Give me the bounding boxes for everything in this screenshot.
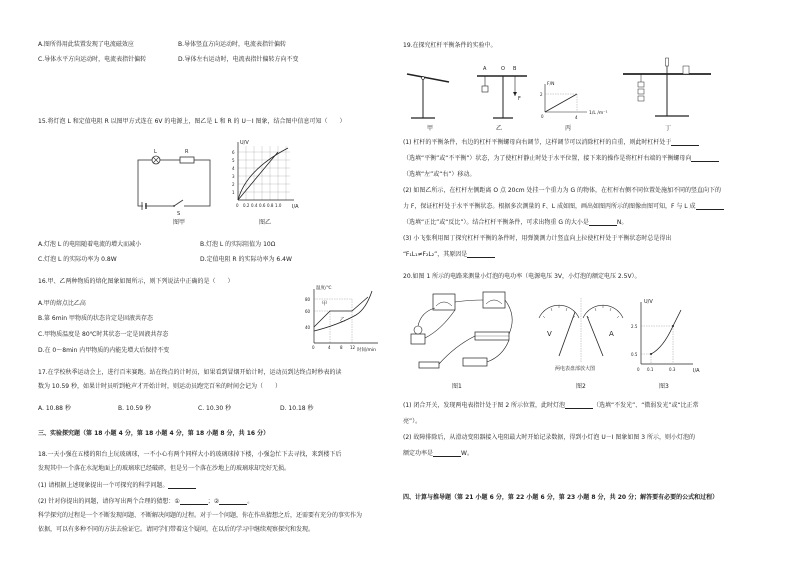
q20-fig3-caption: 图3 xyxy=(659,383,669,390)
q15-option-c: C.灯泡 L 的实际功率为 0.8W xyxy=(38,256,117,263)
answer-blank[interactable] xyxy=(565,402,593,409)
q15-stem: 15.将灯泡 L 和定值电阻 R 以图甲方式连在 6V 的电源上，图乙是 L 和 R 的 U－I 图象，结合图中信息可知（ ） xyxy=(38,118,346,125)
q15-ytick: 3 xyxy=(232,174,235,179)
q14-option-d: D.导体左右运动时，电流表指针偏转方向不变 xyxy=(178,56,299,63)
q19-origin: 0 xyxy=(541,114,544,119)
answer-blank[interactable] xyxy=(671,139,699,146)
q16-ytick: 80 xyxy=(305,297,311,302)
q20-fig1-circuit xyxy=(405,286,521,378)
q17-stem: 17.在学校秋季运动会上，进行百米赛跑。站在终点的计时员，如果看到冒烟开始计时，运动员到达终点时秒表的读 xyxy=(38,369,342,376)
section-4-heading: 四、计算与推导题（第 21 小题 6 分，第 22 小题 6 分，第 23 小题 8 分，共 20 分；解答要有必要的公式和过程） xyxy=(403,494,719,501)
q19-fig-b-caption: 乙 xyxy=(496,125,503,132)
q15-ytick: 4 xyxy=(232,166,235,171)
q15-ytick: 1 xyxy=(232,190,235,195)
q20-xtick: 0.1 xyxy=(647,367,654,372)
q18-part-2-text-b: ；② xyxy=(207,498,220,505)
q15-resistor-label: R xyxy=(185,149,189,155)
q19-part-1-text-c: （选填“左”或“右”）移动。 xyxy=(403,171,476,178)
q20-part-2-line-2 xyxy=(403,450,473,457)
answer-blank[interactable] xyxy=(696,203,724,210)
q16-xtick: 8 xyxy=(340,345,343,350)
q18-line-4: 依据，可以有多种不同的方法去验证它。请同学们带着这个疑问，在以后的学习中继续观察探究和发现。 xyxy=(38,526,315,533)
q19-fig-c-caption: 丙 xyxy=(565,125,572,132)
q17-option-a: A. 10.88 秒 xyxy=(38,405,71,412)
q19-part-1 xyxy=(403,139,699,146)
q15-fig-b-caption: 图乙 xyxy=(259,219,272,226)
q15-xtick: 0.6 xyxy=(259,203,266,208)
q16-ytick: 60 xyxy=(305,309,311,314)
q16-graph-xlabel: 时间/min xyxy=(357,348,377,353)
q19-part-3-text-a: (3) 小飞张利用图丁探究杠杆平衡的条件时，用弹簧测力计竖直向上拉使杠杆处于平衡状态时总是得出 xyxy=(403,235,672,242)
q19-graph-xlabel: 1/L /m⁻¹ xyxy=(589,111,608,116)
q18-line-2: 发现其中一个落在水泥地面上的玻璃球已经破碎，但是另一个落在沙地上的玻璃球却完好无损。 xyxy=(38,465,291,472)
q19-xtick: 4 xyxy=(575,115,578,120)
q16-option-a: A.甲的熔点比乙高 xyxy=(38,300,86,307)
q18-part-2-text-c: 。 xyxy=(247,498,254,505)
answer-blank[interactable] xyxy=(589,219,617,226)
q18-part-1-text: (1) 请根据上述现象提出一个可探究的科学问题。 xyxy=(38,482,169,489)
q18-line-1: 18.一天小强在五楼的阳台上玩玻璃球，一不小心有两个同样大小的玻璃球掉下楼，小强急忙下去寻找，来到楼下后 xyxy=(38,451,342,458)
q15-fig-a-caption: 图甲 xyxy=(173,219,186,226)
q19-point-a: A xyxy=(483,66,487,72)
q20-part-1-text-c: 亮”）。 xyxy=(403,418,422,425)
right-column xyxy=(397,0,783,562)
q15-ytick: 2 xyxy=(232,182,235,187)
q20-xtick: 0.3 xyxy=(669,367,676,372)
q20-graph-ylabel: U/V xyxy=(644,299,653,305)
q15-xtick: 0.4 xyxy=(251,203,258,208)
q18-part-2 xyxy=(38,498,253,505)
q15-option-a: A.灯泡 L 的电阻随着电流的增大而减小 xyxy=(38,241,142,248)
q20-xtick: 0 xyxy=(637,367,640,372)
q16-option-c: C.甲物质温度是 80℃时其状态一定是固液共存态 xyxy=(38,331,169,338)
q19-part-1-text-a: (1) 杠杆的平衡条件，右边的杠杆平衡螺母向右调节，这样调节可以消除杠杆的自重，则此时杠杆处于 xyxy=(403,139,672,146)
left-column xyxy=(0,0,386,562)
q18-line-3: 科学探究的过程是一个不断发现问题、不断解决问题的过程。对于一个问题，你在作出猜想之后，还需要有充分的事实作为 xyxy=(38,512,363,519)
q16-melting-graph xyxy=(302,285,388,355)
q19-stem: 19.在探究杠杆平衡条件的实验中。 xyxy=(403,42,497,49)
q19-fig-a-caption: 甲 xyxy=(427,125,434,132)
q20-fig1-caption: 图1 xyxy=(452,383,462,390)
q18-part-2-text-a: (2) 针对你提出的问题，请你写出两个合理的猜想：① xyxy=(38,498,180,505)
q19-part-2-line-2 xyxy=(403,203,724,210)
q19-graph-ylabel: F/N xyxy=(547,82,555,87)
q20-ytick: 0.5 xyxy=(631,352,638,357)
q15-ytick: 5 xyxy=(232,158,235,163)
q16-ytick: 40 xyxy=(305,325,311,330)
q15-graph-ylabel: U/V xyxy=(240,140,249,146)
q19-part-1-text-b: （选填“平衡”或“不平衡”）状态，为了使杠杆静止时处于水平位置，接下来的操作是将杠杆右端的平衡螺母向 xyxy=(403,155,692,162)
q19-ytick: 2 xyxy=(540,92,543,97)
q19-point-b: B xyxy=(513,66,517,72)
q20-part-1-text-b: （选填“不发光”、“微弱发光”或“比正常 xyxy=(593,402,699,409)
q19-part-2-text-c: （选填“正比”或“反比”）。结合杠杆平衡条件，可求出物重 G 的大小是 xyxy=(403,219,589,226)
q20-part-2-text-c: W。 xyxy=(461,450,473,457)
q17-stem-continued: 数为 10.59 秒，如果计时员听到枪声才开始计时，则运动员跑完百米的时间会记为（ ） xyxy=(38,383,281,390)
q16-stem: 16.甲、乙两种物质的熔化图象如图所示，则下列说法中正确的是（ ） xyxy=(38,278,234,285)
q15-ui-graph xyxy=(228,140,308,218)
q14-option-c: C.导体水平方向运动时，电流表指针偏转 xyxy=(38,56,147,63)
q19-fig-d-caption: 丁 xyxy=(665,125,672,132)
q15-xtick: 0.8 xyxy=(267,203,274,208)
q20-ytick: 2.5 xyxy=(631,324,638,329)
q16-xtick: 4 xyxy=(328,345,331,350)
q19-part-1-line-2 xyxy=(403,155,719,162)
q20-part-1-text-a: (1) 闭合开关，发现两电表指针处于图 2 所示位置，此时灯泡 xyxy=(403,402,566,409)
q16-xtick: 0 xyxy=(312,345,315,350)
q20-graph-xlabel: I/A xyxy=(693,368,700,374)
q14-option-b: B.导体竖直方向运动时，电流表指针偏转 xyxy=(178,41,287,48)
q19-part-2-text-a: (2) 如图乙所示，在杠杆左侧距离 O 点 20cm 处挂一个重力为 G 的物体，在杠杆右侧不同位置处施加不同的竖直向下的 xyxy=(403,187,722,194)
answer-blank[interactable] xyxy=(433,450,461,457)
q19-part-2-text-b: 力 F，保证杠杆处于水平平衡状态。根据多次测量的 F、L 成如图，画出如图丙所示的图像由图可知，F 与 L 成 xyxy=(403,203,696,210)
q16-graph-ylabel: 温度/℃ xyxy=(316,286,332,291)
q20-part-2-text-b: 额定功率是 xyxy=(403,450,434,457)
q20-fig2-meters xyxy=(533,296,629,374)
q19-fig-d-lever xyxy=(619,56,715,124)
q19-part-3-text-b: “F₁L₁≠F₂L₂”，其原因是 xyxy=(403,251,468,258)
q14-option-a: A.图所得用此装置发现了电流磁效应 xyxy=(38,41,134,48)
q19-fig-a-lever xyxy=(405,60,465,124)
q16-label-jia: 甲 xyxy=(322,301,328,307)
q19-fig-b-lever xyxy=(475,56,533,124)
q15-circuit-diagram xyxy=(130,148,220,218)
q17-option-c: C. 10.30 秒 xyxy=(198,405,232,412)
q16-option-b: B.第 6min 甲物质的状态肯定是固液共存态 xyxy=(38,315,153,322)
q20-fig2-caption: 图2 xyxy=(576,383,586,390)
q19-point-o: O xyxy=(501,66,505,72)
q20-part-1 xyxy=(403,402,699,409)
q19-part-2-line-3 xyxy=(403,219,627,226)
q18-part-1 xyxy=(38,482,196,489)
q20-voltmeter-label: V xyxy=(547,330,552,338)
q15-lamp-label: L xyxy=(154,149,157,155)
q17-option-d: D. 10.18 秒 xyxy=(280,405,314,412)
q15-option-b: B.灯泡 L 的实际阻值为 10Ω xyxy=(200,241,276,248)
q15-xtick: 1.0 xyxy=(275,203,282,208)
q15-xtick: 0 xyxy=(236,203,239,208)
q15-option-d: D.定值电阻 R 的实际功率为 6.4W xyxy=(200,256,292,263)
q20-ammeter-label: A xyxy=(609,330,614,338)
q17-option-b: B. 10.59 秒 xyxy=(118,405,152,412)
q15-switch-label: S xyxy=(177,211,181,217)
q19-fig-c-graph xyxy=(537,80,607,122)
q20-fig3-graph xyxy=(629,296,705,376)
answer-blank[interactable] xyxy=(180,498,208,505)
q15-xtick: 0.2 xyxy=(243,203,250,208)
q19-part-3-line-2 xyxy=(403,251,495,258)
q16-xtick: 12 xyxy=(350,345,356,350)
q15-ytick: 6 xyxy=(232,150,235,155)
answer-blank[interactable] xyxy=(691,155,719,162)
q16-label-yi: 乙 xyxy=(340,317,346,323)
answer-blank[interactable] xyxy=(467,251,495,258)
q20-stem: 20.如图 1 所示的电路来测量小灯泡的电功率（电源电压 3V，小灯泡的额定电压 2.5V）。 xyxy=(403,273,641,280)
q16-option-d: D.在 0～8min 内甲物质的内能先增大后保持不变 xyxy=(38,347,170,354)
answer-blank[interactable] xyxy=(219,498,247,505)
q19-force-label: F xyxy=(518,96,521,102)
answer-blank[interactable] xyxy=(168,482,196,489)
q20-meter-caption: 两电表盘部放大图 xyxy=(555,366,596,372)
q15-graph-xlabel: I/A xyxy=(292,204,299,210)
section-3-heading: 三、实验探究题（第 18 小题 4 分，第 18 小题 4 分，第 18 小题 8 分，共 16 分） xyxy=(38,430,270,437)
q19-part-2-text-d: N。 xyxy=(616,219,628,226)
q20-part-2-text-a: (2) 故障排除后，从滑动变阻器接入电阻最大时开始记录数据，得到小灯泡 U－I 图象如图 3 所示，则小灯泡的 xyxy=(403,434,696,441)
